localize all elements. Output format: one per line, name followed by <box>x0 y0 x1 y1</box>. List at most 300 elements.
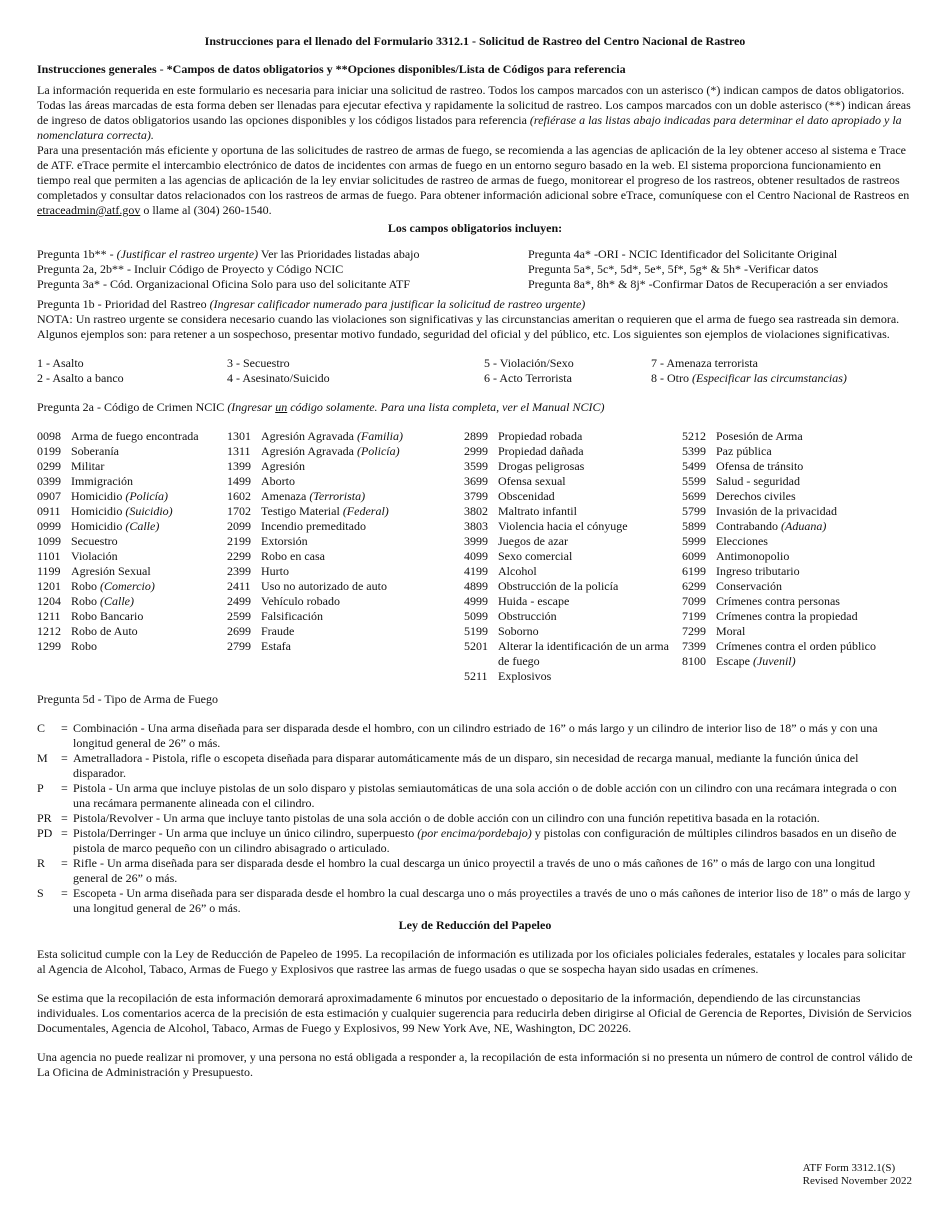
ncic-code-number: 6299 <box>682 579 706 593</box>
ncic-code-text: Obstrucción de la policía <box>498 579 619 593</box>
ncic-code-row <box>227 564 464 579</box>
ncic-code-number: 1199 <box>37 564 61 578</box>
ncic-code-description <box>71 444 227 459</box>
required-field-text: Pregunta 1b** - <box>37 247 117 261</box>
ncic-code-number: 2899 <box>464 429 488 443</box>
ncic-code-description <box>716 519 913 534</box>
ncic-code-number: 2599 <box>227 609 251 623</box>
etrace-email-link[interactable]: etraceadmin@atf.gov <box>37 203 141 217</box>
ncic-code-text: Immigración <box>71 474 133 488</box>
ncic-code-description <box>71 639 227 654</box>
ncic-code-number: 7099 <box>682 594 706 608</box>
ncic-code-row <box>37 459 227 474</box>
weapon-type-code: C <box>37 721 46 735</box>
ncic-code-text: Robo de Auto <box>71 624 138 638</box>
violation-item: 1 - Asalto <box>37 356 84 370</box>
ncic-code-row <box>682 459 913 474</box>
ncic-code-description <box>716 564 913 579</box>
ncic-code-number: 3799 <box>464 489 488 503</box>
ncic-code-number: 5201 <box>464 639 488 653</box>
weapon-type-definition <box>73 856 913 886</box>
general-heading-detail: *Campos de datos obligatorios y **Opciones disponibles/Lista de Códigos para referencia <box>166 62 626 76</box>
ncic-code-row <box>464 579 682 594</box>
violations-column-4 <box>651 356 913 386</box>
ncic-code-text: Elecciones <box>716 534 768 548</box>
ncic-code-text: Aborto <box>261 474 295 488</box>
required-field-item: Pregunta 8a*, 8h* & 8j* -Confirmar Datos de Recuperación a ser enviados <box>528 277 888 291</box>
ncic-code-qualifier: (Suicidio) <box>125 504 173 518</box>
ncic-code-text: Explosivos <box>498 669 552 683</box>
priority-note: NOTA: Un rastreo urgente se considera necesario cuando las violaciones son significativas y las circunstancias ameritan o requieren que el arma de fuego sea rastreada sin demora. Algunos ejemplos son: para retener a un sospechoso, presentar motivo fundado, seguridad del oficial y del público, etc. Los siguientes son ejemplos de violaciones significativas. <box>37 312 900 341</box>
ncic-code-number: 4899 <box>464 579 488 593</box>
ncic-code-row <box>464 594 682 609</box>
ncic-code-number: 1204 <box>37 594 61 608</box>
ncic-code-description <box>498 474 682 489</box>
ncic-code-description <box>71 519 227 534</box>
ncic-code-number: 5399 <box>682 444 706 458</box>
ncic-code-description <box>71 534 227 549</box>
ncic-code-number: 3699 <box>464 474 488 488</box>
ncic-code-text: Agresión Agravada <box>261 429 357 443</box>
ncic-code-number: 2399 <box>227 564 251 578</box>
ncic-code-row <box>464 429 682 444</box>
equals-sign: = <box>61 781 68 795</box>
general-paragraph-2 <box>37 143 913 218</box>
ncic-code-row <box>37 489 227 504</box>
ncic-code-description <box>261 429 464 444</box>
ncic-code-row <box>227 504 464 519</box>
ncic-code-number: 5199 <box>464 624 488 638</box>
ncic-code-qualifier: (Familia) <box>356 429 403 443</box>
ncic-label: Pregunta 2a - Código de Crimen NCIC <box>37 400 228 414</box>
weapon-type-item <box>37 856 913 886</box>
ncic-code-description <box>71 624 227 639</box>
ncic-codes-table <box>37 429 913 684</box>
ncic-code-text: Moral <box>716 624 746 638</box>
ncic-code-number: 0911 <box>37 504 61 518</box>
ncic-code-number: 5099 <box>464 609 488 623</box>
ncic-code-text: Salud - seguridad <box>716 474 800 488</box>
ncic-code-description <box>261 549 464 564</box>
equals-sign: = <box>61 751 68 765</box>
ncic-code-text: Extorsión <box>261 534 308 548</box>
weapon-type-item <box>37 721 913 751</box>
ncic-code-description <box>498 669 682 684</box>
ncic-code-description <box>716 654 913 669</box>
ncic-code-description <box>716 594 913 609</box>
ncic-code-description <box>498 609 682 624</box>
ncic-code-row <box>37 474 227 489</box>
ncic-code-text: Falsificación <box>261 609 323 623</box>
ncic-code-text: Testigo Material <box>261 504 343 518</box>
ncic-code-row <box>227 534 464 549</box>
violation-item <box>651 371 913 386</box>
violations-column-1 <box>37 356 227 386</box>
required-field-item <box>37 247 528 262</box>
ncic-code-row <box>37 429 227 444</box>
ncic-code-row <box>464 624 682 639</box>
required-heading: Los campos obligatorios incluyen: <box>387 221 563 235</box>
ncic-code-description <box>498 519 682 534</box>
ncic-code-number: 3803 <box>464 519 488 533</box>
ncic-code-text: Robo Bancario <box>71 609 144 623</box>
equals-sign: = <box>61 856 68 870</box>
ncic-code-text: Estafa <box>261 639 291 653</box>
violation-item: 2 - Asalto a banco <box>37 371 124 385</box>
ncic-code-number: 3802 <box>464 504 488 518</box>
ncic-code-number: 0399 <box>37 474 61 488</box>
ncic-code-number: 5899 <box>682 519 706 533</box>
ncic-code-description <box>716 609 913 624</box>
weapon-type-code: PD <box>37 826 53 840</box>
ncic-code-row <box>227 594 464 609</box>
ncic-code-text: Crímenes contra personas <box>716 594 840 608</box>
general-heading-sep: - <box>156 62 167 76</box>
ncic-codes-column-1 <box>37 429 227 684</box>
ncic-code-row <box>37 594 227 609</box>
ncic-code-text: Uso no autorizado de auto <box>261 579 387 593</box>
ncic-code-number: 5999 <box>682 534 706 548</box>
ncic-code-description <box>261 444 464 459</box>
violation-item: 6 - Acto Terrorista <box>484 371 572 385</box>
ncic-code-text: Maltrato infantil <box>498 504 577 518</box>
ncic-code-description <box>261 594 464 609</box>
ncic-code-number: 6099 <box>682 549 706 563</box>
ncic-code-description <box>71 564 227 579</box>
ncic-code-row <box>682 504 913 519</box>
ncic-code-description <box>261 474 464 489</box>
ncic-code-description <box>498 549 682 564</box>
ncic-code-row <box>37 579 227 594</box>
ncic-code-text: Robo <box>71 639 98 653</box>
ncic-code-text: Soberanía <box>71 444 119 458</box>
violation-item: 5 - Violación/Sexo <box>484 356 574 370</box>
equals-sign: = <box>61 826 68 840</box>
weapon-type-code: M <box>37 751 48 765</box>
ncic-code-text: Alcohol <box>498 564 537 578</box>
ncic-code-description <box>716 579 913 594</box>
ncic-code-row <box>464 519 682 534</box>
ncic-code-text: Ofensa sexual <box>498 474 566 488</box>
ncic-code-row <box>227 609 464 624</box>
weapon-type-item <box>37 886 913 916</box>
ncic-code-number: 1201 <box>37 579 61 593</box>
ncic-code-number: 2411 <box>227 579 251 593</box>
ncic-code-description <box>716 624 913 639</box>
ncic-code-text: Paz pública <box>716 444 772 458</box>
ncic-code-text: Militar <box>71 459 105 473</box>
paperwork-heading: Ley de Reducción del Papeleo <box>398 918 552 932</box>
required-field-item <box>37 262 528 277</box>
ncic-code-text: Antimonopolio <box>716 549 790 563</box>
weapon-type-item <box>37 781 913 811</box>
ncic-code-row <box>227 639 464 654</box>
weapon-type-list <box>37 721 913 916</box>
ncic-code-row <box>682 534 913 549</box>
ncic-code-number: 8100 <box>682 654 706 668</box>
ncic-code-number: 0299 <box>37 459 61 473</box>
ncic-code-row <box>464 489 682 504</box>
ncic-code-text: Ofensa de tránsito <box>716 459 804 473</box>
ncic-code-description <box>71 579 227 594</box>
general-heading <box>37 62 913 77</box>
ncic-code-qualifier: (Calle) <box>100 594 135 608</box>
ncic-code-text: Agresión <box>261 459 305 473</box>
ncic-code-number: 1299 <box>37 639 61 653</box>
ncic-code-text: Propiedad robada <box>498 429 583 443</box>
ncic-code-number: 1499 <box>227 474 251 488</box>
ncic-code-row <box>464 564 682 579</box>
general-paragraph-1-note: (refiérase a las listas abajo indicadas para determinar el dato apropiado y la nomenclatura correcta). <box>37 113 902 142</box>
ncic-code-row <box>682 519 913 534</box>
ncic-code-qualifier: (Federal) <box>342 504 389 518</box>
ncic-code-row <box>37 504 227 519</box>
ncic-code-qualifier: (Policía) <box>356 444 400 458</box>
ncic-code-row <box>37 564 227 579</box>
ncic-code-description <box>716 639 913 654</box>
ncic-code-description <box>71 474 227 489</box>
ncic-code-text: Secuestro <box>71 534 118 548</box>
ncic-code-description <box>716 474 913 489</box>
required-fields-left <box>37 247 528 292</box>
ncic-code-text: Crímenes contra el orden público <box>716 639 876 653</box>
required-field-text: Pregunta 3a* - Cód. Organizacional Oficina Solo para uso del solicitante ATF <box>37 277 411 291</box>
ncic-code-qualifier: (Terrorista) <box>309 489 366 503</box>
ncic-code-row <box>227 519 464 534</box>
form-number: ATF Form 3312.1(S) <box>802 1162 896 1174</box>
ncic-code-description <box>716 444 913 459</box>
required-field-suffix: Ver las Prioridades listadas abajo <box>258 247 420 261</box>
weapon-type-definition <box>73 721 913 751</box>
ncic-code-text: Soborno <box>498 624 539 638</box>
ncic-code-description <box>716 549 913 564</box>
ncic-code-row <box>227 444 464 459</box>
ncic-code-number: 2799 <box>227 639 251 653</box>
ncic-code-text: Obscenidad <box>498 489 555 503</box>
ncic-instruction <box>227 400 604 414</box>
ncic-instruction-1: (Ingresar <box>227 400 276 414</box>
ncic-code-description <box>71 459 227 474</box>
ncic-code-text: Obstrucción <box>498 609 557 623</box>
ncic-code-number: 7399 <box>682 639 706 653</box>
weapon-type-definition <box>73 886 913 916</box>
general-paragraph-2-text: Para una presentación más eficiente y oportuna de las solicitudes de rastreo de armas de fuego, se recomienda a las agencias de aplicación de la ley obtener acceso al sistema e Trace de ATF. eTrace permite el intercambio electrónico de datos de incidentes con armas de fuego en un entorno seguro basado en la web. El sistema proporciona funcionamiento en tiempo real que permiten a las agencias de aplicación de la ley enviar solicitudes de rastreo de armas de fuego, monitorear el progreso de los rastreos, obtener resultados de rastreos completados y consultar datos relacionados con los rastreos de armas de fuego. Para obtener información adicional sobre eTrace, comuníquese con el Centro Nacional de Rastreos en <box>37 143 910 202</box>
ncic-code-number: 5211 <box>464 669 488 683</box>
weapon-type-heading: Pregunta 5d - Tipo de Arma de Fuego <box>37 692 218 706</box>
violations-list <box>37 356 913 386</box>
weapon-type-text: Pistola - Un arma que incluye pistolas de un solo disparo y pistolas semiautomáticas de una sola acción o de doble acción con un cilindro con una recámara integrada o con una recámara permanente alineada con el cilindro. <box>73 781 897 810</box>
ncic-code-text: Robo <box>71 594 101 608</box>
ncic-code-row <box>682 594 913 609</box>
ncic-code-description <box>498 579 682 594</box>
ncic-code-description <box>498 459 682 474</box>
violations-column-2 <box>227 356 484 386</box>
ncic-code-row <box>37 519 227 534</box>
ncic-code-number: 1399 <box>227 459 251 473</box>
ncic-code-number: 2999 <box>464 444 488 458</box>
ncic-code-description <box>261 534 464 549</box>
ncic-code-row <box>37 534 227 549</box>
ncic-code-text: Sexo comercial <box>498 549 573 563</box>
ncic-code-number: 2499 <box>227 594 251 608</box>
violation-item-label: 8 - Otro <box>651 371 692 385</box>
ncic-code-row <box>682 624 913 639</box>
ncic-code-row <box>464 609 682 624</box>
equals-sign: = <box>61 721 68 735</box>
ncic-code-row <box>227 429 464 444</box>
ncic-code-row <box>682 444 913 459</box>
ncic-code-row <box>682 564 913 579</box>
ncic-codes-column-3 <box>464 429 682 684</box>
weapon-type-item <box>37 811 913 826</box>
ncic-code-row <box>464 669 682 684</box>
ncic-code-text: Violación <box>71 549 118 563</box>
weapon-type-code: PR <box>37 811 52 825</box>
priority-instruction: (Ingresar calificador numerado para justificar la solicitud de rastreo urgente) <box>209 297 586 311</box>
ncic-code-number: 3599 <box>464 459 488 473</box>
ncic-instruction-underlined: un <box>275 400 288 414</box>
ncic-code-row <box>227 579 464 594</box>
weapon-type-text: Combinación - Una arma diseñada para ser disparada desde el hombro, con un cilindro estriado de 16” o más largo y un cilindro de interior liso de 18” o más y con una longitud general de 26” o más. <box>73 721 878 750</box>
ncic-code-text: Homicidio <box>71 504 126 518</box>
violation-item: 3 - Secuestro <box>227 356 290 370</box>
ncic-code-qualifier: (Policía) <box>125 489 168 503</box>
ncic-code-text: Incendio premeditado <box>261 519 366 533</box>
ncic-code-row <box>682 654 913 669</box>
general-paragraph-2-end: o llame al (304) 260-1540. <box>140 203 272 217</box>
required-field-note: (Justificar el rastreo urgente) <box>116 247 259 261</box>
ncic-code-description <box>261 519 464 534</box>
ncic-code-text: Fraude <box>261 624 295 638</box>
ncic-code-number: 1101 <box>37 549 61 563</box>
ncic-code-number: 2099 <box>227 519 251 533</box>
ncic-code-description <box>71 429 227 444</box>
ncic-code-number: 6199 <box>682 564 706 578</box>
ncic-code-number: 5599 <box>682 474 706 488</box>
ncic-code-number: 4099 <box>464 549 488 563</box>
ncic-code-description <box>498 489 682 504</box>
ncic-code-number: 1211 <box>37 609 61 623</box>
ncic-code-row <box>37 444 227 459</box>
ncic-code-text: Amenaza <box>261 489 310 503</box>
equals-sign: = <box>61 811 68 825</box>
ncic-code-description <box>261 459 464 474</box>
ncic-code-text: Crímenes contra la propiedad <box>716 609 858 623</box>
ncic-code-row <box>464 504 682 519</box>
ncic-code-number: 5499 <box>682 459 706 473</box>
required-field-text: Pregunta 2a, 2b** - Incluir Código de Proyecto y Código NCIC <box>37 262 344 276</box>
ncic-code-text: Arma de fuego encontrada <box>71 429 199 443</box>
violation-item-note: (Especificar las circumstancias) <box>692 371 847 385</box>
ncic-code-description <box>71 594 227 609</box>
ncic-code-text: Robo en casa <box>261 549 325 563</box>
ncic-code-description <box>498 534 682 549</box>
ncic-code-row <box>37 624 227 639</box>
revision-date: Revised November 2022 <box>802 1175 912 1187</box>
weapon-type-text: Pistola/Derringer - Un arma que incluye un único cilindro, superpuesto <box>73 826 418 840</box>
instructions-page <box>37 34 913 1080</box>
ncic-code-number: 4999 <box>464 594 488 608</box>
ncic-code-text: Invasión de la privacidad <box>716 504 837 518</box>
ncic-code-description <box>71 489 227 504</box>
ncic-code-text: Contrabando <box>716 519 781 533</box>
general-heading-label: Instrucciones generales <box>37 62 157 76</box>
weapon-type-text: Escopeta - Un arma diseñada para ser disparada desde el hombro la cual descarga uno o más proyectiles a través de uno o más cañones de interior liso de 18” o más de largo y una longitud general de 26” o más. <box>73 886 911 915</box>
ncic-code-qualifier: (Calle) <box>125 519 160 533</box>
ncic-code-description <box>71 504 227 519</box>
ncic-code-qualifier: (Aduana) <box>781 519 827 533</box>
ncic-code-text: Robo <box>71 579 101 593</box>
ncic-code-description <box>716 489 913 504</box>
weapon-type-definition <box>73 751 913 781</box>
ncic-code-description <box>261 579 464 594</box>
ncic-codes-column-4 <box>682 429 913 684</box>
ncic-code-description <box>261 504 464 519</box>
ncic-code-description <box>498 444 682 459</box>
ncic-codes-column-2 <box>227 429 464 684</box>
paperwork-paragraph-2: Se estima que la recopilación de esta información demorará aproximadamente 6 minutos por encuestado o depositario de la información, dependiendo de las circunstancias individuales. Los comentarios acerca de la precisión de esta estimación y cualquier sugerencia para reducirla deben dirigirse al Oficial de Gerencia de Reportes, División de Servicios Documentales, Agencia de Alcohol, Tabaco, Armas de Fuego y Explosivos, 99 New York Ave, NE, Washington, DC 20226. <box>37 991 912 1035</box>
ncic-code-row <box>227 474 464 489</box>
ncic-code-row <box>682 549 913 564</box>
violation-item: 7 - Amenaza terrorista <box>651 356 758 370</box>
paperwork-paragraph-1: Esta solicitud cumple con la Ley de Reducción de Papeleo de 1995. La recopilación de información es utilizada por los oficiales policiales federales, estatales y locales para solicitar al Agencia de Alcohol, Tabaco, Armas de Fuego y Explosivos que rastree las armas de fuego usadas o que se sospecha hayan sido usadas en crímenes. <box>37 947 906 976</box>
ncic-code-text: Juegos de azar <box>498 534 568 548</box>
ncic-code-row <box>37 639 227 654</box>
ncic-code-number: 1702 <box>227 504 251 518</box>
ncic-code-text: Hurto <box>261 564 289 578</box>
required-fields-right <box>528 247 913 292</box>
required-fields <box>37 247 913 292</box>
ncic-code-row <box>464 444 682 459</box>
form-footer <box>803 1162 912 1188</box>
ncic-code-text: Conservación <box>716 579 782 593</box>
ncic-code-description <box>716 504 913 519</box>
ncic-code-text: Agresión Sexual <box>71 564 151 578</box>
weapon-type-text: Ametralladora - Pistola, rifle o escopeta diseñada para disparar automáticamente más de un disparo, sin necesidad de recarga manual, mediante la función única del disparador. <box>73 751 859 780</box>
ncic-code-description <box>716 429 913 444</box>
ncic-code-qualifier: (Juvenil) <box>752 654 796 668</box>
ncic-code-number: 5799 <box>682 504 706 518</box>
ncic-code-text: Vehículo robado <box>261 594 340 608</box>
ncic-code-number: 5212 <box>682 429 706 443</box>
weapon-type-text: Rifle - Un arma diseñada para ser disparada desde el hombro la cual descarga un único proyectil a través de uno o más cañones de 16” o más de largo con una longitud general de 26” o más. <box>73 856 875 885</box>
ncic-code-text: Alterar la identificación de un arma de fuego <box>498 639 669 668</box>
ncic-code-description <box>498 594 682 609</box>
ncic-code-row <box>682 609 913 624</box>
ncic-code-text: Drogas peligrosas <box>498 459 585 473</box>
ncic-heading <box>37 400 913 415</box>
ncic-code-text: Homicidio <box>71 519 126 533</box>
weapon-type-code: R <box>37 856 46 870</box>
ncic-code-text: Huida - escape <box>498 594 570 608</box>
equals-sign: = <box>61 886 68 900</box>
page-title: Instrucciones para el llenado del Formulario 3312.1 - Solicitud de Rastreo del Centro Nacional de Rastreo <box>204 34 746 48</box>
ncic-code-number: 4199 <box>464 564 488 578</box>
ncic-code-number: 1099 <box>37 534 61 548</box>
ncic-code-description <box>261 564 464 579</box>
ncic-code-number: 7199 <box>682 609 706 623</box>
ncic-code-row <box>227 549 464 564</box>
ncic-code-row <box>227 489 464 504</box>
ncic-instruction-2: código solamente. Para una lista completa, ver el Manual NCIC) <box>287 400 605 414</box>
weapon-type-code: P <box>37 781 44 795</box>
required-field-item: Pregunta 4a* -ORI - NCIC Identificador del Solicitante Original <box>528 247 838 261</box>
ncic-code-description <box>71 549 227 564</box>
ncic-code-number: 0098 <box>37 429 61 443</box>
priority-heading <box>37 297 913 312</box>
ncic-code-row <box>682 579 913 594</box>
ncic-code-number: 0907 <box>37 489 61 503</box>
